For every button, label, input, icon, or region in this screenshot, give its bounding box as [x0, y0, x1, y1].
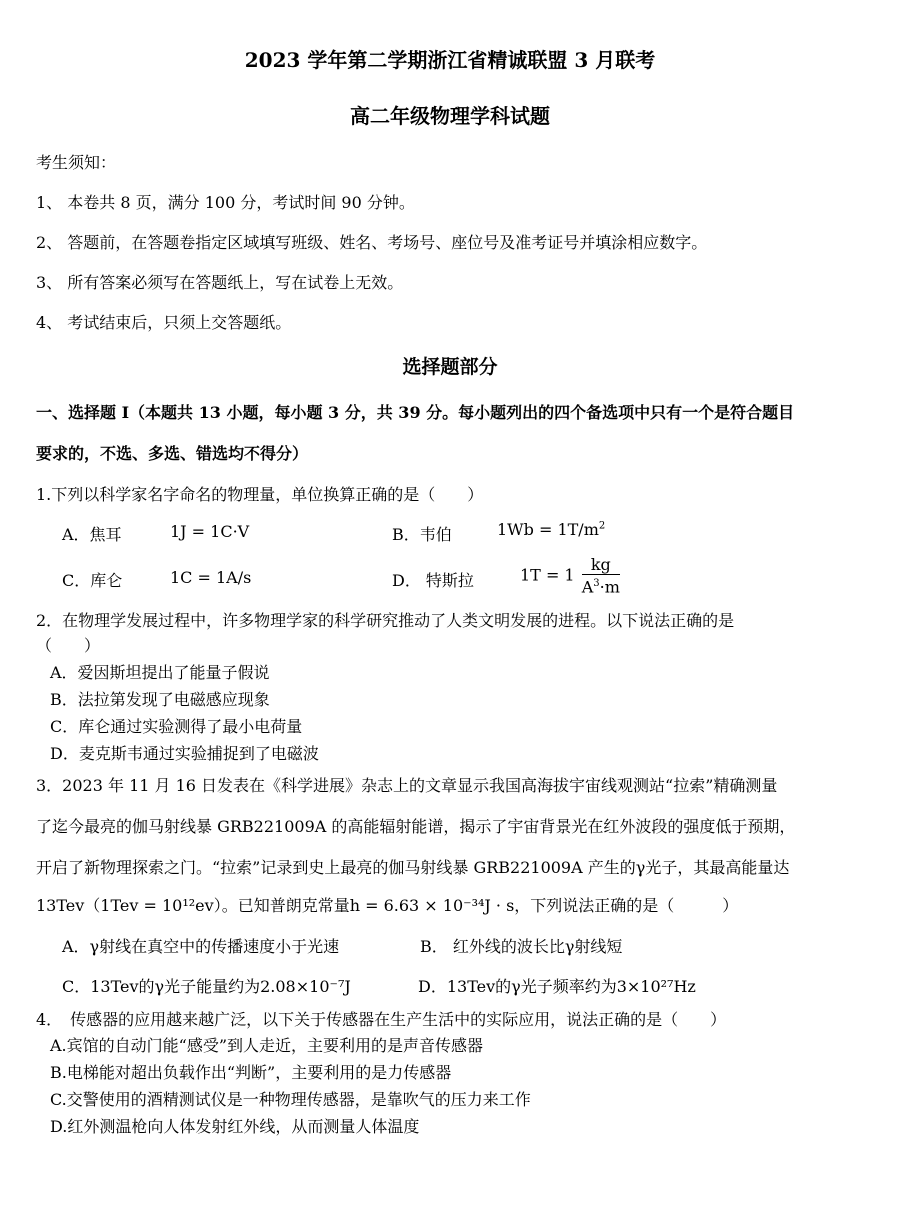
- notice-item-1: 1、 本卷共 8 页，满分 100 分，考试时间 90 分钟。: [36, 193, 415, 212]
- q1-den-b: ·m: [599, 577, 620, 597]
- notice-item-3: 3、 所有答案必须写在答题纸上，写在试卷上无效。: [36, 273, 404, 292]
- q1-option-a-label: A．焦耳: [62, 525, 122, 544]
- q3-option-b: B． 红外线的波长比γ射线短: [420, 937, 623, 956]
- q1-option-c-formula: 1C = 1A/s: [170, 568, 252, 587]
- q2-stem-line-2: （ ）: [36, 636, 101, 655]
- q2-stem-line-1: 2．在物理学发展过程中，许多物理学家的科学研究推动了人类文明发展的进程。以下说法正确的是: [36, 611, 735, 630]
- q4-option-d: D.红外测温枪向人体发射红外线，从而测量人体温度: [50, 1117, 420, 1136]
- q1-option-c: [62, 568, 122, 591]
- q1-option-a-formula: 1J = 1C·V: [170, 522, 250, 541]
- q1-option-b-formula-sup: 2: [598, 520, 606, 532]
- q1-stem: 1.下列以科学家名字命名的物理量，单位换算正确的是（ ）: [36, 485, 484, 504]
- q1-option-d-numerator: kg: [582, 556, 620, 575]
- q2-option-d: D．麦克斯韦通过实验捕捉到了电磁波: [50, 744, 319, 763]
- q3-line-4: 13Tev（1Tev = 10¹²ev）。已知普朗克常量h = 6.63 × 10⁻³⁴J · s，下列说法正确的是（ ）: [36, 896, 739, 915]
- q3-option-c: C．13Tev的γ光子能量约为2.08×10⁻⁷J: [62, 977, 351, 996]
- q4-option-b: B.电梯能对超出负载作出“判断”，主要利用的是力传感器: [50, 1063, 452, 1082]
- q1-den-sup: 3: [593, 578, 600, 589]
- q1-option-d-fraction: [582, 556, 620, 596]
- q1-option-d-label: D． 特斯拉: [392, 571, 474, 590]
- q4-stem: 4． 传感器的应用越来越广泛，以下关于传感器在生产生活中的实际应用，说法正确的是（ ）: [36, 1010, 727, 1029]
- q1-option-d-denominator: [582, 575, 620, 596]
- q1-option-b-formula: [497, 520, 605, 539]
- notice-heading: 考生须知：: [36, 153, 117, 172]
- q4-option-a: A.宾馆的自动门能“感受”到人走近，主要利用的是声音传感器: [50, 1036, 484, 1055]
- q1-option-d-formula: [520, 556, 620, 596]
- section-instruction-2: 要求的，不选、多选、错选均不得分）: [36, 444, 309, 463]
- q3-option-a: A．γ射线在真空中的传播速度小于光速: [62, 937, 340, 956]
- q4-option-c: C.交警使用的酒精测试仪是一种物理传感器，是靠吹气的压力来工作: [50, 1090, 531, 1109]
- q3-line-3: 开启了新物理探索之门。“拉索”记录到史上最亮的伽马射线暴 GRB221009A 产生的γ光子，其最高能量达: [36, 858, 790, 877]
- q3-line-1: 3．2023 年 11 月 16 日发表在《科学进展》杂志上的文章显示我国高海拔宇宙线观测站“拉索”精确测量: [36, 776, 778, 795]
- q1-option-b: [392, 522, 452, 545]
- exam-title: 2023 学年第二学期浙江省精诚联盟 3 月联考: [244, 48, 656, 72]
- q1-den-a: A: [581, 577, 594, 597]
- section-title: 选择题部分: [402, 356, 498, 378]
- notice-item-2: 2、 答题前，在答题卷指定区域填写班级、姓名、考场号、座位号及准考证号并填涂相应数字。: [36, 233, 708, 252]
- notice-item-4: 4、 考试结束后，只须上交答题纸。: [36, 313, 292, 332]
- q1-option-c-label: C．库仑: [62, 571, 123, 590]
- q1-option-d: [392, 568, 474, 591]
- q2-option-a: A．爱因斯坦提出了能量子假说: [50, 663, 270, 682]
- q1-option-d-formula-prefix: 1T = 1: [520, 565, 575, 585]
- q3-line-2: 了迄今最亮的伽马射线暴 GRB221009A 的高能辐射能谱，揭示了宇宙背景光在红外波段的强度低于预期，: [36, 817, 796, 836]
- q1-option-b-label: B．韦伯: [392, 525, 452, 544]
- q1-option-a: [62, 522, 122, 545]
- q3-option-d: D．13Tev的γ光子频率约为3×10²⁷Hz: [418, 977, 696, 996]
- q2-option-c: C．库仑通过实验测得了最小电荷量: [50, 717, 303, 736]
- exam-subtitle: 高二年级物理学科试题: [350, 104, 550, 128]
- section-instruction-1: 一、选择题 I（本题共 13 小题，每小题 3 分，共 39 分。每小题列出的四个备选项中只有一个是符合题目: [36, 403, 795, 422]
- q1-option-b-formula-main: 1Wb = 1T/m: [497, 520, 599, 539]
- q2-option-b: B．法拉第发现了电磁感应现象: [50, 690, 270, 709]
